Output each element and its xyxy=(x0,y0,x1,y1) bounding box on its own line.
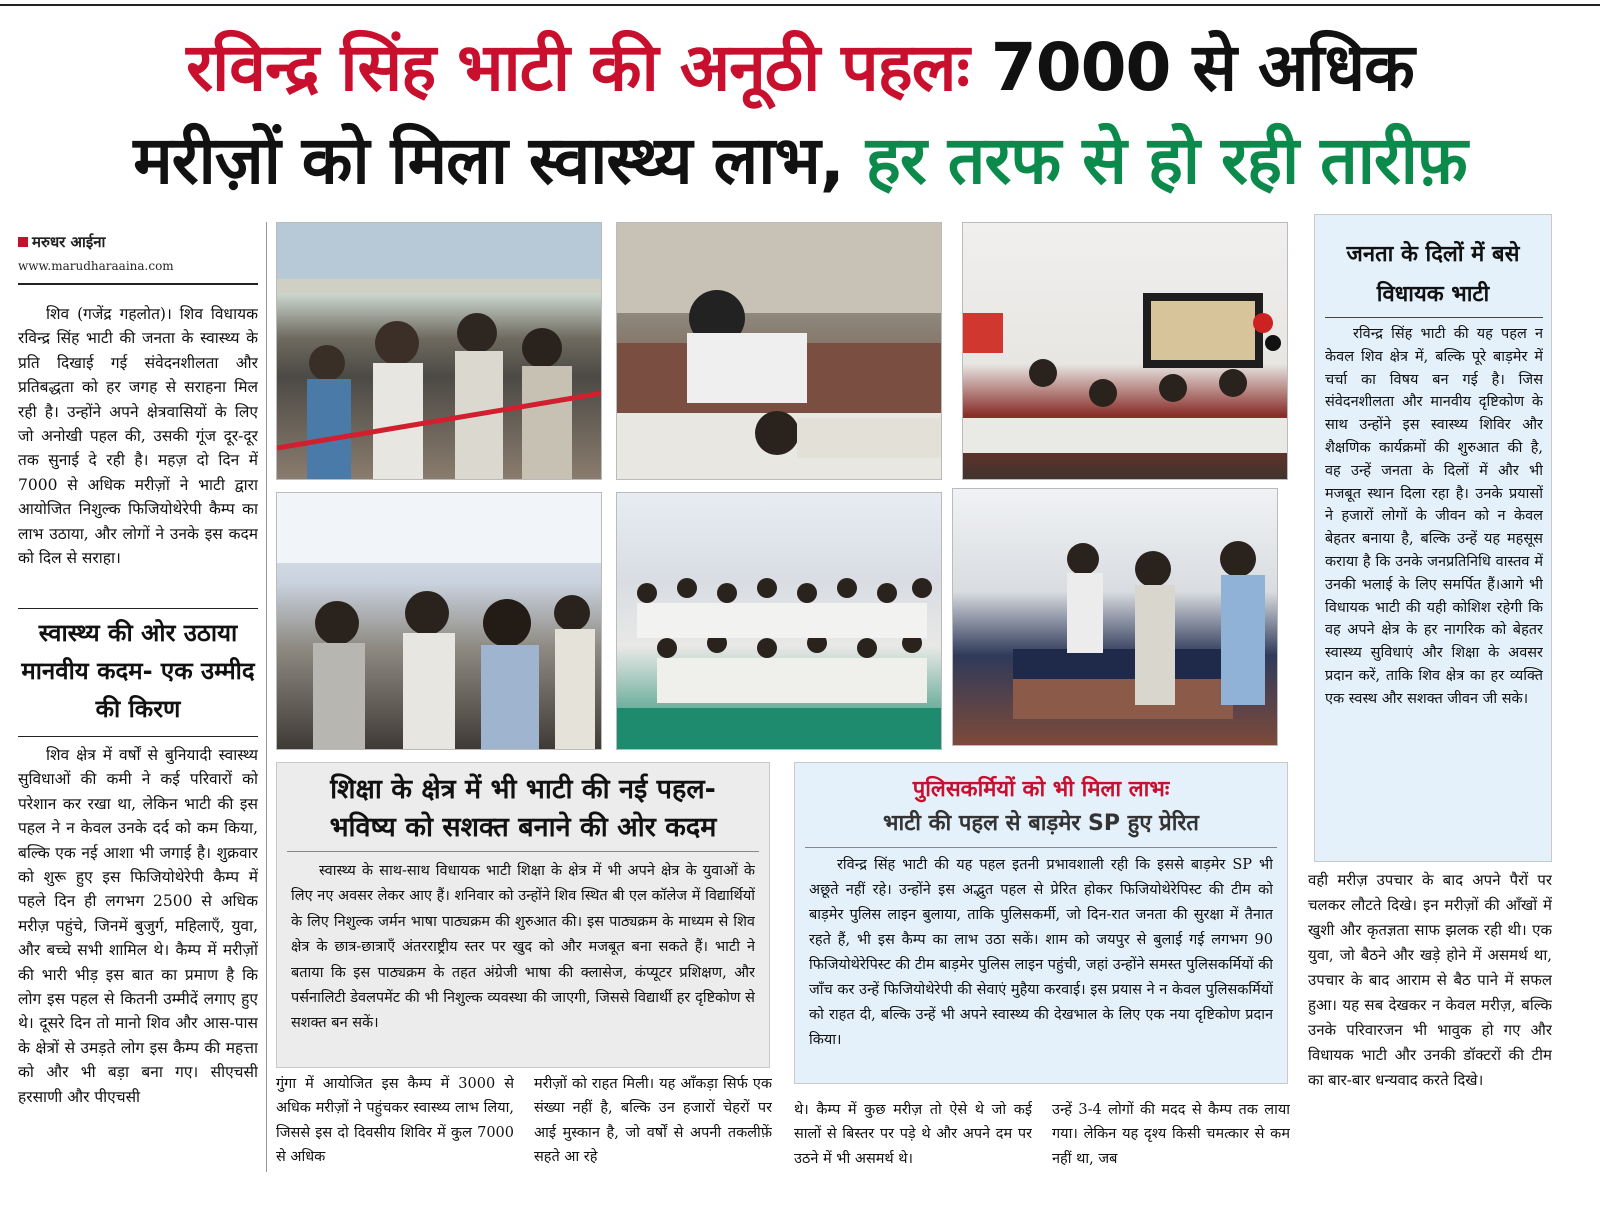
photo-ribbon-cutting-art xyxy=(277,223,602,480)
col1-intro xyxy=(18,302,258,602)
col4-body xyxy=(794,1098,1032,1170)
headline xyxy=(0,22,1600,208)
col6-text: वही मरीज़ उपचार के बाद अपने पैरों पर चलकर लौटते दिखे। इन मरीज़ों की आँखों में खुशी और कृतज्ञता साफ झलक रही थी। एक युवा, जो बैठने और खड़े होने में असमर्थ था, उपचार के बाद आराम से बैठ पाने में सफल हुआ। यह सब देखकर न केवल मरीज़, बल्कि उनके परिवारजन भी भावुक हो गए और विधायक भाटी और उनकी डॉक्टरों की टीम का बार-बार धन्यवाद करते दिखे। xyxy=(1308,871,1552,1089)
col3-text: मरीज़ों को राहत मिली। यह आँकड़ा सिर्फ एक संख्या नहीं है, बल्कि उन हजारों चेहरों पर आई मुस्कान है, जो वर्षों से अपनी तकलीफ़ें सहते आ रहे xyxy=(534,1076,772,1166)
masthead-url: www.marudharaaina.com xyxy=(18,259,174,273)
right-box-rule xyxy=(1325,317,1543,318)
col6-body xyxy=(1308,868,1552,1172)
col1-body xyxy=(18,743,258,1171)
photo-selfie-crowd xyxy=(276,492,602,750)
photo-ribbon-cutting xyxy=(276,222,602,480)
photo-physiotherapy-session xyxy=(616,222,942,480)
masthead-rule xyxy=(18,283,258,285)
photo-patient-treatment xyxy=(952,488,1278,746)
education-title-line1: शिक्षा के क्षेत्र में भी भाटी की नई पहल- xyxy=(330,774,716,805)
headline-line2-black: मरीज़ों को मिला स्वास्थ्य लाभ, xyxy=(133,122,844,199)
headline-black: 7000 से अधिक xyxy=(990,29,1414,106)
col1-subhead-rule xyxy=(18,736,258,737)
photo-stage-art xyxy=(963,223,1288,480)
police-title-line1: पुलिसकर्मियों को भी मिला लाभः xyxy=(912,777,1170,802)
right-box-title-line2: विधायक भाटी xyxy=(1376,282,1490,307)
masthead-square-icon xyxy=(18,237,28,247)
col1-body-text: शिव क्षेत्र में वर्षों से बुनियादी स्वास्थ्य सुविधाओं की कमी ने कई परिवारों को परेशान कर रखा था, लेकिन भाटी की इस पहल ने न केवल उनके दर्द को कम किया, बल्कि एक नई आशा भी जगाई है। शुक्रवार को शुरू हुए इस फिजियोथेरेपी कैम्प में पहले दिन ही लगभग 2500 से अधिक मरीज़ पहुंचे, जिनमें बुजुर्ग, महिलाएँ, युवा, और बच्चे सभी शामिल थे। कैम्प में मरीज़ों की भारी भीड़ इस बात का प्रमाण है कि लोग इस पहल से कितनी उम्मीदें लगाए हुए थे। दूसरे दिन तो मानो शिव और आस-पास के क्षेत्रों से उमड़ते लोग इस कैम्प की महत्ता को और भी बड़ा बना गए। सीएचसी हरसाणी और पीएचसी xyxy=(18,746,258,1106)
col1-rule xyxy=(18,608,258,609)
col5-body xyxy=(1052,1098,1290,1170)
photo-physio-art xyxy=(617,223,942,480)
col5-text: उन्हें 3-4 लोगों की मदद से कैम्प तक लाया गया। लेकिन यह दृश्य किसी चमत्कार से कम नहीं था, जब xyxy=(1052,1102,1290,1167)
right-box-title-line1: जनता के दिलों में बसे xyxy=(1346,242,1520,267)
police-title-line2: भाटी की पहल से बाड़मेर SP हुए प्रेरित xyxy=(883,811,1199,836)
col3-body xyxy=(534,1072,772,1170)
police-body-text: रविन्द्र सिंह भाटी की यह पहल इतनी प्रभावशाली रही कि इससे बाड़मेर SP भी अछूते नहीं रहे। उन्होंने इस अद्भुत पहल से प्रेरित होकर फिजियोथेरेपिस्ट की टीम को बाड़मेर पुलिस लाइन बुलाया, ताकि पुलिसकर्मी, जो दिन-रात जनता की सुरक्षा में तैनात रहते हैं, भी इस कैम्प का लाभ उठा सकें। शाम को जयपुर से बुलाई गई लगभग 90 फिजियोथेरेपिस्ट की टीम बाड़मेर पुलिस लाइन पहुंची, जहां उन्होंने समस्त पुलिसकर्मियों की जाँच कर उन्हें फिजियोथेरेपी की सेवाएं मुहैया करवाई। इस प्रयास ने न केवल पुलिसकर्मियों को राहत दी, बल्कि उन्हें भी अपने स्वास्थ्य की देखभाल के लिए एक नया दृष्टिकोण प्रदान किया। xyxy=(809,857,1273,1048)
col2-text: गुंगा में आयोजित इस कैम्प में 3000 से अधिक मरीज़ों ने पहुंचकर स्वास्थ्य लाभ लिया, जिससे इस दो दिवसीय शिविर में कुल 7000 से अधिक xyxy=(276,1076,514,1166)
top-rule xyxy=(0,4,1600,6)
photo-group-art xyxy=(617,493,942,750)
masthead-name: मरुधर आईना xyxy=(32,233,106,251)
right-box-title xyxy=(1315,235,1551,315)
education-rule xyxy=(287,851,759,852)
col1-subhead: स्वास्थ्य की ओर उठाया मानवीय कदम- एक उम्मीद की किरण xyxy=(21,619,255,723)
education-title-line2: भविष्य को सशक्त बनाने की ओर कदम xyxy=(329,812,717,843)
right-box-body xyxy=(1325,323,1543,857)
masthead xyxy=(18,232,105,252)
photo-selfie-art xyxy=(277,493,602,750)
police-body xyxy=(809,853,1273,1079)
col1-intro-text: शिव (गजेंद्र गहलोत)। शिव विधायक रविन्द्र सिंह भाटी की जनता के स्वास्थ्य के प्रति दिखाई गई संवेदनशीलता और प्रतिबद्धता को हर जगह से सराहना मिल रही है। उन्होंने अपने क्षेत्रवासियों के लिए जो अनोखी पहल की, उसकी गूंज दूर-दूर तक सुनाई दे रही है। महज़ दो दिन में 7000 से अधिक मरीज़ों ने भाटी द्वारा आयोजित निशुल्क फिजियोथेरेपी कैम्प का लाभ उठाया, और लोगों ने उनके इस कदम को दिल से सराहा। xyxy=(18,305,258,568)
photo-stage-event xyxy=(962,222,1288,480)
photo-treatment-art xyxy=(953,489,1278,746)
police-rule xyxy=(805,847,1277,848)
education-title xyxy=(277,771,769,847)
col2-body xyxy=(276,1072,514,1170)
education-body xyxy=(291,859,755,1063)
headline-red: रविन्द्र सिंह भाटी की अनूठी पहलः xyxy=(186,29,969,106)
right-box xyxy=(1314,214,1552,862)
col1-divider xyxy=(266,222,267,1172)
col4-text: थे। कैम्प में कुछ मरीज़ तो ऐसे थे जो कई सालों से बिस्तर पर पड़े थे और अपने दम पर उठने में भी असमर्थ थे। xyxy=(794,1102,1032,1167)
photo-group-photo xyxy=(616,492,942,750)
police-box xyxy=(794,762,1288,1084)
headline-line2-green: हर तरफ से हो रही तारीफ़ xyxy=(865,122,1467,199)
education-body-text: स्वास्थ्य के साथ-साथ विधायक भाटी शिक्षा के क्षेत्र में भी अपने क्षेत्र के युवाओं के लिए नए अवसर लेकर आए हैं। शनिवार को उन्होंने शिव स्थित बी एल कॉलेज में विद्यार्थियों के लिए निशुल्क जर्मन भाषा पाठ्यक्रम की शुरुआत की। इस पाठ्यक्रम के माध्यम से शिव क्षेत्र के छात्र-छात्राएँ अंतरराष्ट्रीय स्तर पर खुद को और मजबूत बना सकते हैं। भाटी ने बताया कि इस पाठ्यक्रम के तहत अंग्रेजी भाषा की क्लासेज, कंप्यूटर प्रशिक्षण, और पर्सनालिटी डेवलपमेंट की भी निशुल्क व्यवस्था की जाएगी, जिससे विद्यार्थी हर दृष्टिकोण से सशक्त बन सकें। xyxy=(291,863,755,1032)
education-box xyxy=(276,762,770,1068)
right-box-body-text: रविन्द्र सिंह भाटी की यह पहल न केवल शिव क्षेत्र में, बल्कि पूरे बाड़मेर में चर्चा का विषय बन गई है। जिस संवेदनशीलता और मानवीय दृष्टिकोण के साथ उन्होंने इस स्वास्थ्य शिविर और शैक्षणिक कार्यक्रमों की शुरुआत की है, वह उन्हें जनता के दिलों में और भी मजबूत स्थान दिला रहा है। उनके प्रयासों ने हजारों लोगों के जीवन को न केवल बेहतर बनाया है, बल्कि उन्हें यह महसूस कराया है कि उनके जनप्रतिनिधि वास्तव में उनकी भलाई के लिए समर्पित हैं।आगे भी विधायक भाटी की यही कोशिश रहेगी कि वह अपने क्षेत्र के हर नागरिक को बेहतर स्वास्थ्य सुविधाएं और शिक्षा के अवसर प्रदान करें, ताकि शिव क्षेत्र का हर व्यक्ति एक स्वस्थ और सशक्त जीवन जी सके। xyxy=(1325,326,1543,707)
